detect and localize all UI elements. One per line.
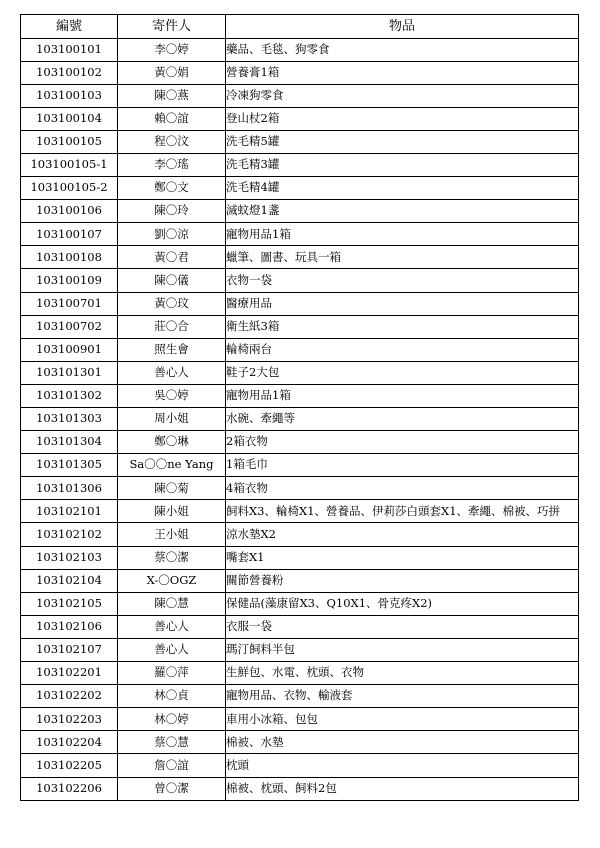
cell-id: 103100104 xyxy=(21,107,118,130)
cell-id: 103100105 xyxy=(21,130,118,153)
table-row xyxy=(21,177,579,200)
table-row xyxy=(21,84,579,107)
cell-items: 輪椅兩台 xyxy=(226,338,579,361)
cell-sender: 陳〇菊 xyxy=(118,477,226,500)
table-row xyxy=(21,315,579,338)
cell-id: 103102205 xyxy=(21,754,118,777)
table-row xyxy=(21,500,579,523)
cell-sender: 程〇汶 xyxy=(118,130,226,153)
cell-items: 涼水墊X2 xyxy=(226,523,579,546)
cell-items: 登山杖2箱 xyxy=(226,107,579,130)
cell-items: 寵物用品1箱 xyxy=(226,384,579,407)
header-sender: 寄件人 xyxy=(118,15,226,39)
cell-id: 103100102 xyxy=(21,61,118,84)
cell-sender: 蔡〇潔 xyxy=(118,546,226,569)
cell-items: 飼料X3、輪椅X1、營養品、伊莉莎白頭套X1、牽繩、棉被、巧拼 xyxy=(226,500,579,523)
cell-id: 103102206 xyxy=(21,777,118,800)
table-row xyxy=(21,477,579,500)
table-row xyxy=(21,223,579,246)
cell-items: 車用小冰箱、包包 xyxy=(226,708,579,731)
cell-id: 103102103 xyxy=(21,546,118,569)
cell-id: 103102204 xyxy=(21,731,118,754)
cell-sender: 賴〇誼 xyxy=(118,107,226,130)
table-row xyxy=(21,662,579,685)
cell-id: 103100105-2 xyxy=(21,177,118,200)
cell-items: 洗毛精4罐 xyxy=(226,177,579,200)
cell-id: 103100101 xyxy=(21,38,118,61)
table-row xyxy=(21,153,579,176)
cell-id: 103100106 xyxy=(21,200,118,223)
cell-sender: 周小姐 xyxy=(118,408,226,431)
table-row xyxy=(21,200,579,223)
cell-items: 棉被、水墊 xyxy=(226,731,579,754)
cell-sender: 善心人 xyxy=(118,615,226,638)
table-row xyxy=(21,754,579,777)
cell-sender: X-〇OGZ xyxy=(118,569,226,592)
cell-items: 洗毛精5罐 xyxy=(226,130,579,153)
table-row xyxy=(21,361,579,384)
table-row xyxy=(21,130,579,153)
table-row xyxy=(21,107,579,130)
cell-sender: 莊〇合 xyxy=(118,315,226,338)
cell-sender: 鄭〇文 xyxy=(118,177,226,200)
cell-sender: 善心人 xyxy=(118,638,226,661)
cell-id: 103101303 xyxy=(21,408,118,431)
cell-id: 103100901 xyxy=(21,338,118,361)
cell-items: 洗毛精3罐 xyxy=(226,153,579,176)
cell-sender: 李〇婷 xyxy=(118,38,226,61)
table-row xyxy=(21,246,579,269)
cell-id: 103102202 xyxy=(21,685,118,708)
cell-sender: 陳〇儀 xyxy=(118,269,226,292)
cell-sender: 曾〇潔 xyxy=(118,777,226,800)
cell-sender: 蔡〇慧 xyxy=(118,731,226,754)
table-header xyxy=(21,15,579,39)
cell-items: 2箱衣物 xyxy=(226,431,579,454)
cell-items: 鞋子2大包 xyxy=(226,361,579,384)
header-id: 編號 xyxy=(21,15,118,39)
cell-items: 棉被、枕頭、飼料2包 xyxy=(226,777,579,800)
table-row xyxy=(21,569,579,592)
cell-sender: 鄭〇琳 xyxy=(118,431,226,454)
table-row xyxy=(21,338,579,361)
table-row xyxy=(21,292,579,315)
cell-sender: 陳〇玲 xyxy=(118,200,226,223)
cell-items: 瑪汀飼料半包 xyxy=(226,638,579,661)
cell-items: 營養膏1箱 xyxy=(226,61,579,84)
table-row xyxy=(21,454,579,477)
cell-id: 103102102 xyxy=(21,523,118,546)
cell-id: 103100109 xyxy=(21,269,118,292)
cell-items: 生鮮包、水電、枕頭、衣物 xyxy=(226,662,579,685)
cell-id: 103100702 xyxy=(21,315,118,338)
cell-id: 103102104 xyxy=(21,569,118,592)
cell-items: 冷凍狗零食 xyxy=(226,84,579,107)
table-row xyxy=(21,269,579,292)
cell-items: 寵物用品、衣物、輸液套 xyxy=(226,685,579,708)
cell-sender: 王小姐 xyxy=(118,523,226,546)
cell-id: 103100701 xyxy=(21,292,118,315)
table-row xyxy=(21,523,579,546)
cell-id: 103102101 xyxy=(21,500,118,523)
cell-items: 寵物用品1箱 xyxy=(226,223,579,246)
cell-sender: 吳〇婷 xyxy=(118,384,226,407)
table-row xyxy=(21,546,579,569)
cell-sender: Sa〇〇ne Yang xyxy=(118,454,226,477)
cell-id: 103102201 xyxy=(21,662,118,685)
cell-sender: 黃〇君 xyxy=(118,246,226,269)
cell-id: 103102106 xyxy=(21,615,118,638)
cell-id: 103100105-1 xyxy=(21,153,118,176)
cell-id: 103100108 xyxy=(21,246,118,269)
cell-id: 103100107 xyxy=(21,223,118,246)
cell-id: 103102105 xyxy=(21,592,118,615)
cell-id: 103102107 xyxy=(21,638,118,661)
cell-items: 衣服一袋 xyxy=(226,615,579,638)
table-row xyxy=(21,777,579,800)
table-row xyxy=(21,638,579,661)
cell-sender: 黃〇玟 xyxy=(118,292,226,315)
table-body xyxy=(21,38,579,800)
cell-items: 保健品(藻康留X3、Q10X1、骨克疼X2) xyxy=(226,592,579,615)
cell-id: 103101305 xyxy=(21,454,118,477)
header-row xyxy=(21,15,579,39)
cell-id: 103101301 xyxy=(21,361,118,384)
donation-table xyxy=(20,14,579,801)
table-row xyxy=(21,708,579,731)
cell-id: 103102203 xyxy=(21,708,118,731)
cell-id: 103101304 xyxy=(21,431,118,454)
cell-sender: 林〇婷 xyxy=(118,708,226,731)
table-row xyxy=(21,431,579,454)
table-row xyxy=(21,592,579,615)
table-row xyxy=(21,38,579,61)
cell-items: 枕頭 xyxy=(226,754,579,777)
cell-items: 藥品、毛毯、狗零食 xyxy=(226,38,579,61)
cell-sender: 劉〇涼 xyxy=(118,223,226,246)
table-row xyxy=(21,384,579,407)
cell-items: 水碗、牽繩等 xyxy=(226,408,579,431)
cell-sender: 詹〇誼 xyxy=(118,754,226,777)
table-row xyxy=(21,685,579,708)
cell-sender: 羅〇萍 xyxy=(118,662,226,685)
table-row xyxy=(21,615,579,638)
cell-sender: 陳小姐 xyxy=(118,500,226,523)
cell-items: 滅蚊燈1盞 xyxy=(226,200,579,223)
cell-items: 蠟筆、圖書、玩具一箱 xyxy=(226,246,579,269)
cell-items: 嘴套X1 xyxy=(226,546,579,569)
header-items: 物品 xyxy=(226,15,579,39)
table-row xyxy=(21,408,579,431)
table-row xyxy=(21,731,579,754)
cell-sender: 善心人 xyxy=(118,361,226,384)
table-row xyxy=(21,61,579,84)
cell-id: 103101302 xyxy=(21,384,118,407)
cell-id: 103101306 xyxy=(21,477,118,500)
cell-sender: 林〇貞 xyxy=(118,685,226,708)
cell-items: 衣物一袋 xyxy=(226,269,579,292)
cell-sender: 陳〇燕 xyxy=(118,84,226,107)
cell-sender: 照生會 xyxy=(118,338,226,361)
cell-items: 關節營養粉 xyxy=(226,569,579,592)
cell-sender: 黃〇娟 xyxy=(118,61,226,84)
cell-items: 1箱毛巾 xyxy=(226,454,579,477)
cell-items: 衛生紙3箱 xyxy=(226,315,579,338)
cell-items: 4箱衣物 xyxy=(226,477,579,500)
cell-id: 103100103 xyxy=(21,84,118,107)
cell-sender: 陳〇慧 xyxy=(118,592,226,615)
cell-sender: 李〇瑤 xyxy=(118,153,226,176)
cell-items: 醫療用品 xyxy=(226,292,579,315)
